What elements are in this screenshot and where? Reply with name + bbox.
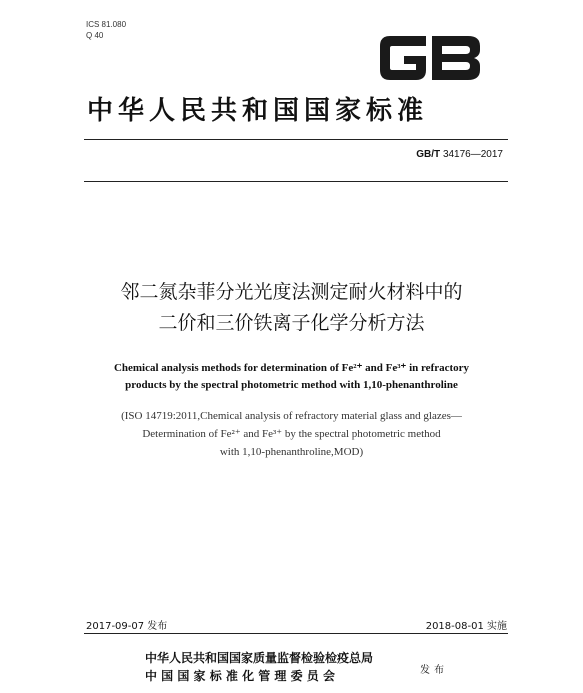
standard-number: 34176—2017 bbox=[442, 149, 503, 160]
chinese-title-line-1: 邻二氮杂菲分光光度法测定耐火材料中的 bbox=[120, 281, 463, 303]
ccs-code: Q 40 bbox=[86, 31, 104, 40]
issuer-line-1: 中华人民共和国国家质量监督检验检疫总局 bbox=[145, 651, 374, 665]
iso-reference-line-1: (ISO 14719:2011,Chemical analysis of refractory material glass and glazes— bbox=[121, 410, 462, 422]
implementation-date: 2018-08-01 实施 bbox=[425, 621, 507, 632]
iso-reference-line-3: with 1,10-phenanthroline,MOD) bbox=[219, 446, 364, 458]
standard-issuing-country-title: 中华人民共和国国家标准 bbox=[87, 96, 429, 126]
issue-verb: 发布 bbox=[420, 665, 448, 676]
header-divider bbox=[84, 139, 508, 140]
standard-code bbox=[416, 149, 503, 160]
issuer-line-2: 中 国 国 家 标 准 化 管 理 委 员 会 bbox=[145, 669, 335, 683]
iso-reference-line-2: Determination of Fe²⁺ and Fe³⁺ by the spectral photometric method bbox=[142, 428, 441, 440]
classification-codes bbox=[86, 19, 126, 41]
code-divider bbox=[84, 181, 508, 182]
gb-logo-icon bbox=[376, 30, 484, 86]
chinese-title-line-2: 二价和三价铁离子化学分析方法 bbox=[158, 312, 425, 334]
footer-divider bbox=[84, 633, 508, 634]
english-title-line-1: Chemical analysis methods for determination of Fe²⁺ and Fe³⁺ in refractory bbox=[113, 362, 470, 374]
english-title-line-2: products by the spectral photometric method with 1,10-phenanthroline bbox=[125, 379, 458, 391]
ics-code: ICS 81.080 bbox=[86, 20, 127, 29]
standard-prefix: GB/T bbox=[416, 149, 441, 160]
publish-date: 2017-09-07 发布 bbox=[86, 621, 168, 632]
